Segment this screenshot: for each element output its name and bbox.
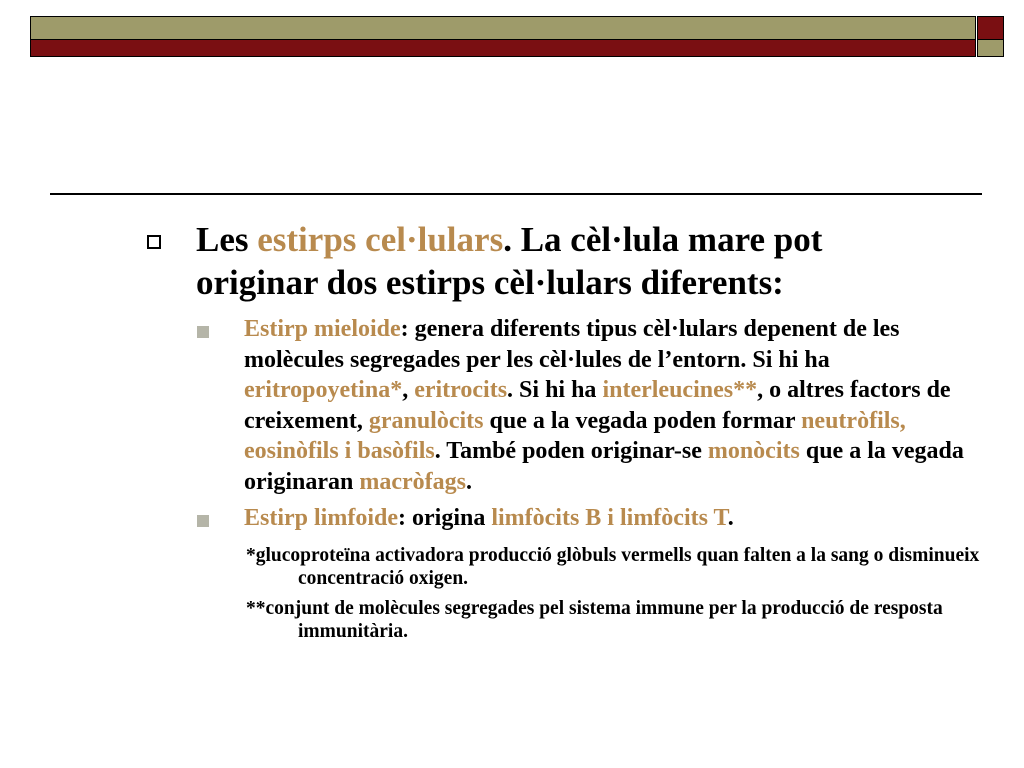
square-bullet-icon bbox=[147, 235, 161, 249]
banner-red-square bbox=[977, 16, 1004, 40]
bullet-text: , o altres factors de creixement, bbox=[244, 377, 951, 434]
highlight-term: monòcits bbox=[707, 438, 800, 464]
filled-square-bullet-icon bbox=[197, 515, 209, 527]
bullet-text: , bbox=[402, 377, 415, 403]
bullet-estirps bbox=[0, 218, 916, 304]
highlight-term: granulòcits bbox=[368, 407, 484, 434]
slide-body bbox=[0, 218, 1024, 643]
bullet-text: : origina bbox=[398, 505, 492, 531]
bullet-text: . bbox=[465, 468, 472, 495]
bullet-text: . També poden originar-se bbox=[434, 438, 708, 464]
filled-square-bullet-icon bbox=[197, 326, 209, 338]
bullet-text: que a la vegada poden formar bbox=[483, 407, 802, 434]
footnote-interleucines: **conjunt de molècules segregades pel sistema immune per la producció de resposta immunitària. bbox=[246, 597, 943, 642]
highlight-term: eritropoyetina* bbox=[244, 377, 403, 403]
bullet-text: : genera diferents tipus cèl·lulars depenent de les molècules segregades per les cèl·lules de l’entorn. Si hi ha bbox=[244, 316, 900, 373]
bullet-estirp-mieloide bbox=[0, 314, 990, 497]
highlight-term: eritrocits bbox=[414, 377, 508, 403]
bullet-text: Les bbox=[196, 220, 258, 259]
banner-olive-square bbox=[977, 40, 1004, 57]
footnote-eritropoyetina: *glucoproteïna activadora producció glòbuls vermells quan falten a la sang o disminueix concentració oxigen. bbox=[246, 544, 980, 589]
highlight-term: neutròfils, eosinòfils i basòfils bbox=[244, 407, 906, 464]
highlight-term: limfòcits B i limfòcits T bbox=[491, 505, 728, 531]
banner-olive-bar bbox=[30, 16, 976, 40]
title-divider bbox=[50, 193, 982, 195]
bullet-text: . Si hi ha bbox=[507, 377, 603, 403]
highlight-term: Estirp mieloide bbox=[244, 316, 401, 342]
bullet-text: . La cèl·lula mare pot originar dos estirps cèl·lulars diferents: bbox=[196, 220, 823, 302]
highlight-term: interleucines** bbox=[602, 377, 758, 403]
title-banner bbox=[30, 16, 1006, 59]
bullet-estirp-limfoide bbox=[0, 503, 990, 534]
highlight-term: estirps cel·lulars bbox=[257, 220, 504, 259]
banner-red-bar bbox=[30, 40, 976, 57]
highlight-term: Estirp limfoide bbox=[244, 505, 398, 531]
bullet-text: que a la vegada originaran bbox=[244, 438, 964, 495]
highlight-term: macròfags bbox=[359, 468, 466, 495]
bullet-text: . bbox=[727, 505, 734, 531]
